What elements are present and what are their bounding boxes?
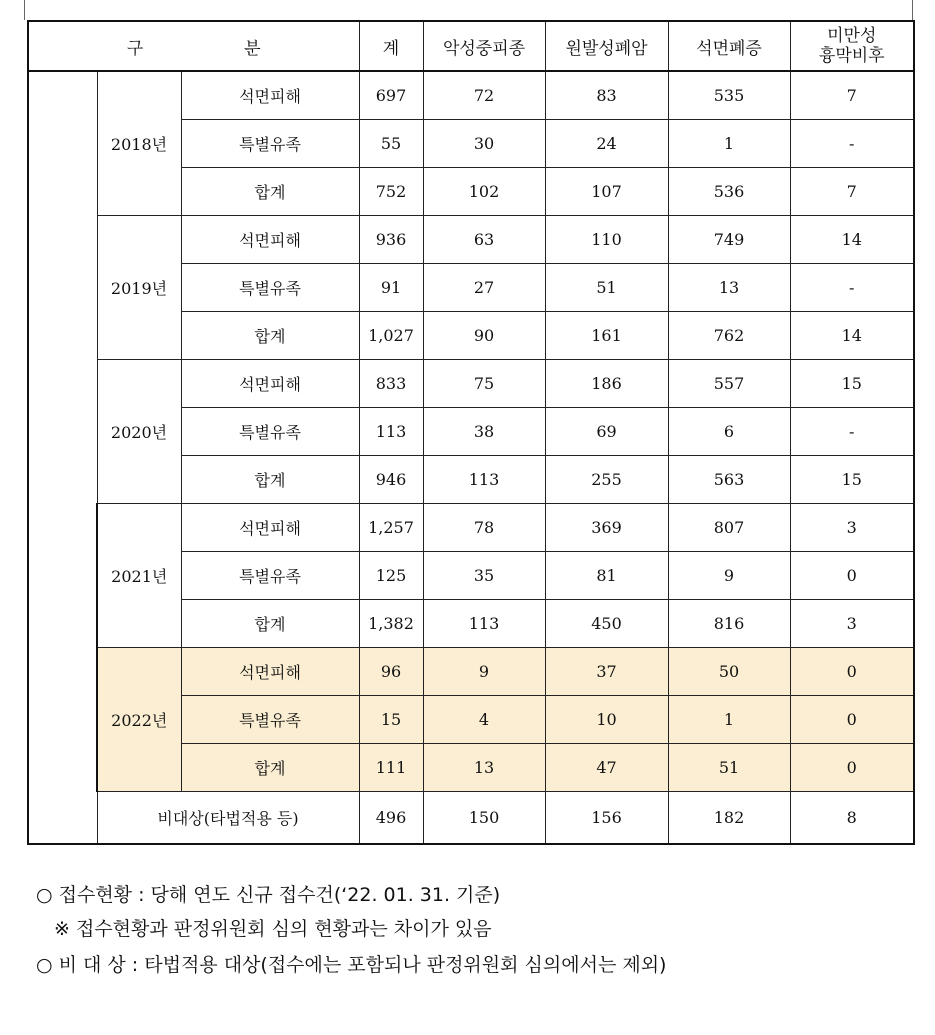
cell: 111 <box>359 744 423 792</box>
crop-mark-right <box>912 0 913 20</box>
cell: 96 <box>359 648 423 696</box>
cell: 535 <box>668 71 790 120</box>
year-cell: 2022년 <box>97 648 181 792</box>
note-reception-status: ○ 접수현황 : 당해 연도 신규 접수건(‘22. 01. 31. 기준) <box>36 884 501 906</box>
row-label: 특별유족 <box>181 552 359 600</box>
note-difference: ※ 접수현황과 판정위원회 심의 현황과는 차이가 있음 <box>54 918 492 940</box>
table-header-row <box>28 21 914 71</box>
table-row <box>28 71 914 120</box>
cell: 807 <box>668 504 790 552</box>
cell: 51 <box>545 264 668 312</box>
cell: 946 <box>359 456 423 504</box>
crop-mark-left <box>24 0 25 20</box>
row-label: 특별유족 <box>181 408 359 456</box>
header-category-1: 구 <box>126 38 144 59</box>
cell: 450 <box>545 600 668 648</box>
cell: - <box>790 408 914 456</box>
cell: 13 <box>668 264 790 312</box>
year-cell: 2021년 <box>97 504 181 648</box>
cell: 182 <box>668 792 790 845</box>
cell: 4 <box>423 696 545 744</box>
cell: 255 <box>545 456 668 504</box>
row-label: 특별유족 <box>181 120 359 168</box>
cell: 9 <box>423 648 545 696</box>
cell: 816 <box>668 600 790 648</box>
cell: 161 <box>545 312 668 360</box>
table-row <box>28 504 914 552</box>
row-label: 합계 <box>181 312 359 360</box>
cell: - <box>790 264 914 312</box>
cell: 3 <box>790 600 914 648</box>
cell: 14 <box>790 312 914 360</box>
cell: 1,382 <box>359 600 423 648</box>
table-row <box>28 360 914 408</box>
header-category-2: 분 <box>244 38 261 59</box>
header-pleural-line1: 미만성 <box>827 26 877 46</box>
cell: 38 <box>423 408 545 456</box>
cell: 72 <box>423 71 545 120</box>
row-label: 합계 <box>181 456 359 504</box>
cell: 90 <box>423 312 545 360</box>
table-body <box>28 71 914 844</box>
header-mesothelioma: 악성중피종 <box>423 21 545 71</box>
cell: 125 <box>359 552 423 600</box>
row-label: 석면피해 <box>181 71 359 120</box>
cell: 536 <box>668 168 790 216</box>
cell: 0 <box>790 552 914 600</box>
header-total: 계 <box>359 21 423 71</box>
cell: 156 <box>545 792 668 845</box>
note-excluded: ○ 비 대 상 : 타법적용 대상(접수에는 포함되나 판정위원회 심의에서는 제외) <box>36 954 667 976</box>
cell: 55 <box>359 120 423 168</box>
cell: 0 <box>790 648 914 696</box>
cell: 1,027 <box>359 312 423 360</box>
cell: 83 <box>545 71 668 120</box>
row-label: 석면피해 <box>181 648 359 696</box>
asbestos-relief-table <box>27 20 915 845</box>
year-cell: 2019년 <box>97 216 181 360</box>
cell: 6 <box>668 408 790 456</box>
cell: 113 <box>423 600 545 648</box>
row-label: 합계 <box>181 600 359 648</box>
cell: 3 <box>790 504 914 552</box>
cell: 51 <box>668 744 790 792</box>
cell: 1 <box>668 120 790 168</box>
cell: - <box>790 120 914 168</box>
cell: 13 <box>423 744 545 792</box>
header-asbestosis: 석면폐증 <box>668 21 790 71</box>
header-lung-cancer: 원발성폐암 <box>545 21 668 71</box>
cell: 78 <box>423 504 545 552</box>
row-label: 석면피해 <box>181 360 359 408</box>
table-row-excluded <box>28 792 914 845</box>
cell: 9 <box>668 552 790 600</box>
cell: 150 <box>423 792 545 845</box>
table-row <box>28 648 914 696</box>
row-label: 합계 <box>181 744 359 792</box>
cell: 833 <box>359 360 423 408</box>
cell: 91 <box>359 264 423 312</box>
year-cell: 2018년 <box>97 71 181 216</box>
header-category <box>28 21 359 71</box>
cell: 75 <box>423 360 545 408</box>
excluded-label: 비대상(타법적용 등) <box>97 792 359 845</box>
cell: 15 <box>790 456 914 504</box>
cell: 697 <box>359 71 423 120</box>
cell: 47 <box>545 744 668 792</box>
year-cell: 2020년 <box>97 360 181 504</box>
cell: 63 <box>423 216 545 264</box>
cell: 30 <box>423 120 545 168</box>
row-label: 석면피해 <box>181 504 359 552</box>
cell: 50 <box>668 648 790 696</box>
cell: 15 <box>359 696 423 744</box>
cell: 102 <box>423 168 545 216</box>
row-label: 특별유족 <box>181 264 359 312</box>
row-label: 석면피해 <box>181 216 359 264</box>
cell: 7 <box>790 168 914 216</box>
cell: 0 <box>790 696 914 744</box>
cell: 936 <box>359 216 423 264</box>
cell: 69 <box>545 408 668 456</box>
cell: 107 <box>545 168 668 216</box>
cell: 15 <box>790 360 914 408</box>
cell: 81 <box>545 552 668 600</box>
header-pleural-line2: 흉막비후 <box>818 46 885 66</box>
cell: 563 <box>668 456 790 504</box>
cell: 113 <box>423 456 545 504</box>
cell: 1,257 <box>359 504 423 552</box>
cell: 749 <box>668 216 790 264</box>
table-row <box>28 216 914 264</box>
cell: 24 <box>545 120 668 168</box>
cell: 27 <box>423 264 545 312</box>
cell: 35 <box>423 552 545 600</box>
cell: 557 <box>668 360 790 408</box>
cell: 762 <box>668 312 790 360</box>
cell: 1 <box>668 696 790 744</box>
cell: 37 <box>545 648 668 696</box>
cell: 14 <box>790 216 914 264</box>
cell: 7 <box>790 71 914 120</box>
left-blank-cell <box>28 71 97 844</box>
header-pleural-thickening <box>790 21 914 71</box>
row-label: 합계 <box>181 168 359 216</box>
cell: 10 <box>545 696 668 744</box>
cell: 186 <box>545 360 668 408</box>
row-label: 특별유족 <box>181 696 359 744</box>
cell: 113 <box>359 408 423 456</box>
cell: 0 <box>790 744 914 792</box>
cell: 752 <box>359 168 423 216</box>
cell: 110 <box>545 216 668 264</box>
cell: 496 <box>359 792 423 845</box>
cell: 369 <box>545 504 668 552</box>
cell: 8 <box>790 792 914 845</box>
